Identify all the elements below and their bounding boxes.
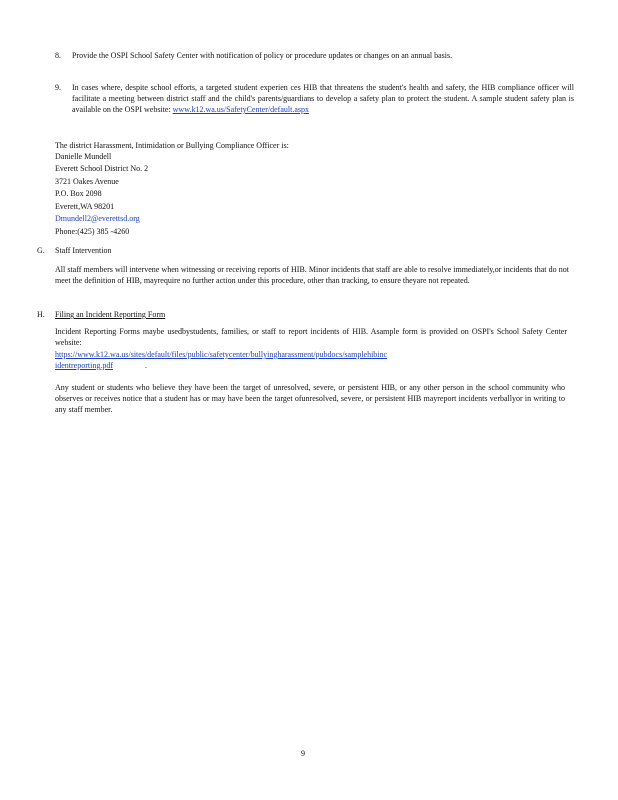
officer-po-box: P.O. Box 2098 xyxy=(55,189,102,198)
officer-intro: The district Harassment, Intimidation or Bullying Compliance Officer is: xyxy=(55,141,289,150)
item-8-text: Provide the OSPI School Safety Center with notification of policy or procedure updates or changes on an annual basis. xyxy=(72,51,453,60)
officer-street: 3721 Oakes Avenue xyxy=(55,177,119,186)
incident-form-link-line-2[interactable]: identreporting.pdf xyxy=(55,361,113,370)
section-g-title: Staff Intervention xyxy=(55,246,112,255)
section-h-title xyxy=(55,309,165,320)
officer-district: Everett School District No. 2 xyxy=(55,164,149,173)
officer-name: Danielle Mundell xyxy=(55,152,112,161)
list-number-8: 8. xyxy=(55,51,61,60)
item-9-text: In cases where, despite school efforts, a targeted student experien ces HIB that threatens the student's health and safety, the HIB compliance officer will facilitate a meeting between district staff and the child's parents/guardians to develop a safety plan to protect the student. A sample student safety plan is available on the OSPI website: xyxy=(72,83,574,114)
list-number-9: 9. xyxy=(55,83,61,92)
incident-form-link-line-2-container xyxy=(55,360,147,371)
section-g-letter: G. xyxy=(37,246,45,255)
section-h-title-text: Filing an Incident Reporting Form xyxy=(55,310,166,319)
section-h-text-1: Incident Reporting Forms maybe usedbystudents, families, or staff to report incidents of HIB. Asample form is provided on OSPI's School Safety Center website: xyxy=(55,327,567,347)
officer-phone: Phone:(425) 385 -4260 xyxy=(55,227,130,236)
section-h-text-2: Any student or students who believe they have been the target of unresolved, severe, or persistent HIB, or any other person in the school community who observes or receives notice that a student has or may have been the target ofunresolved, severe, or persistent HIB mayreport incidents verballyor in writing to any staff member. xyxy=(55,383,565,414)
section-h-letter: H. xyxy=(37,310,45,319)
safety-center-link[interactable]: www.k12.wa.us/SafetyCenter/default.aspx xyxy=(172,105,309,114)
officer-email[interactable]: Dmundell2@everettsd.org xyxy=(55,214,140,223)
item-9-paragraph xyxy=(72,82,574,115)
officer-city: Everett,WA 98201 xyxy=(55,202,115,211)
incident-form-link-line-1[interactable]: https://www.k12.wa.us/sites/default/files/public/safetycenter/bullyingharassment/pubdocs/samplehibinc xyxy=(55,350,388,359)
page-number: 9 xyxy=(301,749,305,758)
section-g-text: All staff members will intervene when witnessing or receiving reports of HIB. Minor incidents that staff are able to resolve immediately,or incidents that do not meet the definition of HIB, mayrequire no further action under this procedure, other than tracking, to ensure theyare not repeated. xyxy=(55,265,569,285)
link-suffix: . xyxy=(144,361,147,370)
